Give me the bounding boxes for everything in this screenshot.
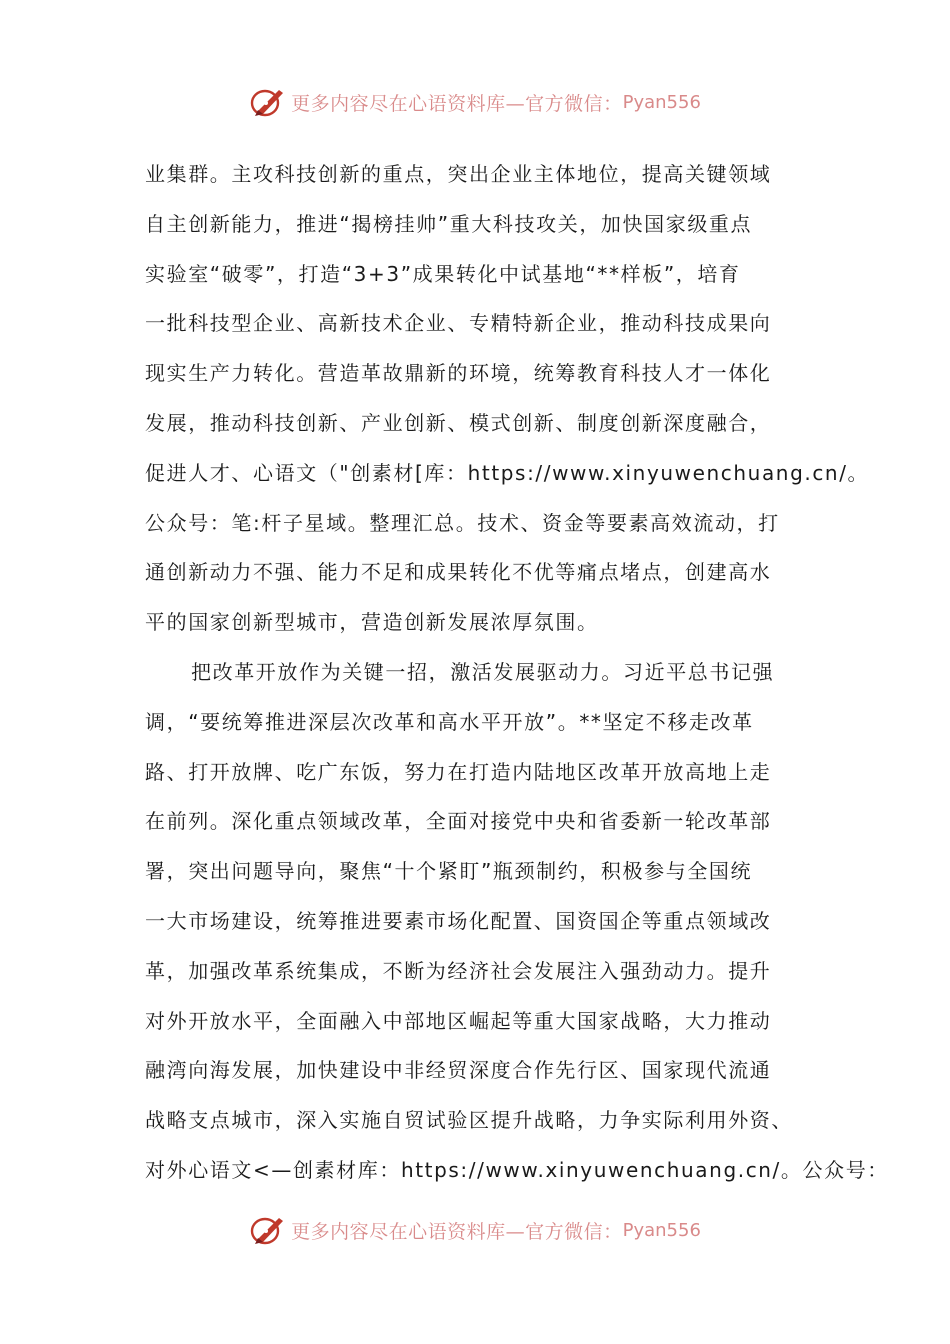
text-line: 在前列。深化重点领域改革，全面对接党中央和省委新一轮改革部 [145,809,772,834]
text-line: 调，“要统筹推进深层次改革和高水平开放”。**坚定不移走改革 [145,709,754,734]
text-line: 平的国家创新型城市，营造创新发展浓厚氛围。 [145,610,599,635]
pen-nib-circle-logo-icon [249,1213,287,1247]
text-line: 发展，推动科技创新、产业创新、模式创新、制度创新深度融合， [145,410,772,435]
pen-nib-circle-logo-icon [249,85,287,119]
paragraph-start-line: 把改革开放作为关键一招，激活发展驱动力。习近平总书记强 [191,659,775,684]
text-line: 自主创新能力，推进“揭榜挂帅”重大科技攻关，加快国家级重点 [145,211,753,236]
header-banner [0,82,950,122]
footer-banner-text: 更多内容尽在心语资料库—官方微信： [291,1220,623,1243]
text-line: 业集群。主攻科技创新的重点，突出企业主体地位，提高关键领域 [145,162,772,186]
text-line: 现实生产力转化。营造革故鼎新的环境，统筹教育科技人才一体化 [145,361,772,386]
footer-banner [0,1210,950,1250]
text-line: 对外心语文<—创素材库：https://www.xinyuwenchuang.cn/。公众号： [145,1157,889,1182]
document-body [145,150,889,1196]
text-line: 促进人才、心语文（"创素材[库：https://www.xinyuwenchuang.cn/。 [145,460,870,485]
text-line: 对外开放水平，全面融入中部地区崛起等重大国家战略，大力推动 [145,1008,772,1033]
text-line: 路、打开放牌、吃广东饭，努力在打造内陆地区改革开放高地上走 [145,759,772,784]
text-line: 署，突出问题导向，聚焦“十个紧盯”瓶颈制约，积极参与全国统 [145,859,753,884]
text-line: 实验室“破零”，打造“3+3”成果转化中试基地“**样板”，培育 [145,261,741,286]
text-line: 革，加强改革系统集成，不断为经济社会发展注入强劲动力。提升 [145,958,772,983]
text-line: 通创新动力不强、能力不足和成果转化不优等痛点堵点，创建高水 [145,560,772,585]
text-line: 融湾向海发展，加快建设中非经贸深度合作先行区、国家现代流通 [145,1058,772,1083]
text-line: 一大市场建设，统筹推进要素市场化配置、国资国企等重点领域改 [145,908,772,933]
header-wechat-id: Pyan556 [622,91,701,113]
text-line: 战略支点城市，深入实施自贸试验区提升战略，力争实际利用外资、 [145,1108,793,1133]
text-line: 公众号：笔:杆子星域。整理汇总。技术、资金等要素高效流动，打 [145,510,780,535]
text-line: 一批科技型企业、高新技术企业、专精特新企业，推动科技成果向 [145,311,772,336]
header-banner-text: 更多内容尽在心语资料库—官方微信： [291,92,623,115]
footer-wechat-id: Pyan556 [622,1219,701,1241]
